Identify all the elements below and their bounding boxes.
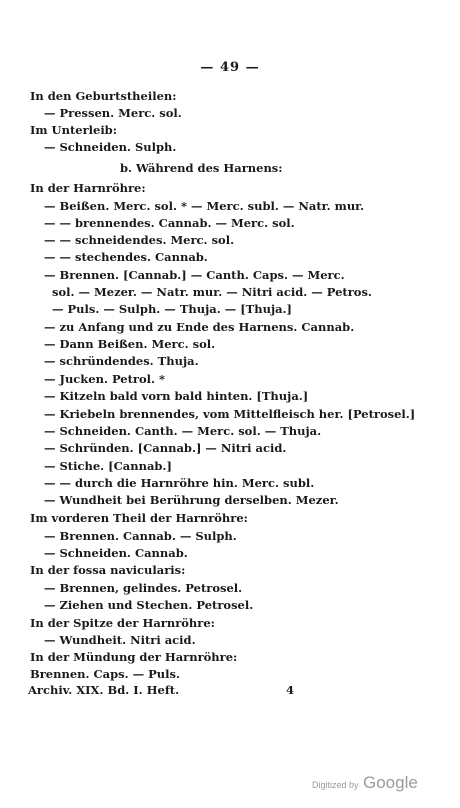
text-line: — — schneidendes. Merc. sol. [44, 233, 235, 247]
text-line: — Dann Beißen. Merc. sol. [44, 337, 216, 351]
text-line: In der Mündung der Harnröhre: [30, 650, 238, 664]
text-line: — — brennendes. Cannab. — Merc. sol. [44, 216, 295, 230]
text-line: In der Harnröhre: [30, 181, 146, 195]
text-line: — Wundheit. Nitri acid. [44, 633, 196, 647]
text-line: — schründendes. Thuja. [44, 354, 199, 368]
digitized-watermark [312, 773, 418, 793]
text-line: — Schneiden. Canth. — Merc. sol. — Thuja. [44, 424, 322, 438]
page-number: — 49 — [200, 60, 260, 75]
text-line: — — stechendes. Cannab. [44, 250, 208, 264]
text-line: — Brennen. [Cannab.] — Canth. Caps. — Merc. [44, 268, 345, 282]
text-line: Im Unterleib: [30, 123, 117, 137]
watermark-prefix: Digitized by [312, 780, 359, 790]
text-line: sol. — Mezer. — Natr. mur. — Nitri acid. — Petros. [52, 285, 372, 299]
text-line: — Kriebeln brennendes, vom Mittelfleisch her. [Petrosel.] [44, 407, 416, 421]
text-line: b. Während des Harnens: [120, 161, 283, 175]
text-line: Brennen. Caps. — Puls. [30, 667, 180, 681]
text-line: — Schründen. [Cannab.] — Nitri acid. [44, 441, 287, 455]
text-line: — Ziehen und Stechen. Petrosel. [44, 598, 254, 612]
footer-signature: Archiv. XIX. Bd. I. Heft. [28, 683, 180, 697]
text-line: In der Spitze der Harnröhre: [30, 616, 215, 630]
text-line: — Beißen. Merc. sol. * — Merc. subl. — Natr. mur. [44, 199, 365, 213]
text-line: — Schneiden. Sulph. [44, 140, 177, 154]
text-line: — Puls. — Sulph. — Thuja. — [Thuja.] [52, 302, 292, 316]
text-line: — Schneiden. Cannab. [44, 546, 188, 560]
text-line: — Wundheit bei Berührung derselben. Mezer. [44, 493, 339, 507]
text-line: — Kitzeln bald vorn bald hinten. [Thuja.] [44, 389, 309, 403]
text-line: — Pressen. Merc. sol. [44, 106, 182, 120]
text-line: — Stiche. [Cannab.] [44, 459, 172, 473]
text-line: — zu Anfang und zu Ende des Harnens. Cannab. [44, 320, 355, 334]
footer-sheet-number: 4 [286, 683, 295, 697]
footer [28, 683, 438, 697]
text-line: — — durch die Harnröhre hin. Merc. subl. [44, 476, 315, 490]
text-line: In den Geburtstheilen: [30, 89, 177, 103]
text-line: — Brennen, gelindes. Petrosel. [44, 581, 243, 595]
text-line: — Brennen. Cannab. — Sulph. [44, 529, 237, 543]
text-line: In der fossa navicularis: [30, 563, 186, 577]
text-line: — Jucken. Petrol. * [44, 372, 166, 386]
watermark-brand: Google [362, 773, 418, 792]
text-line: Im vorderen Theil der Harnröhre: [30, 511, 248, 525]
